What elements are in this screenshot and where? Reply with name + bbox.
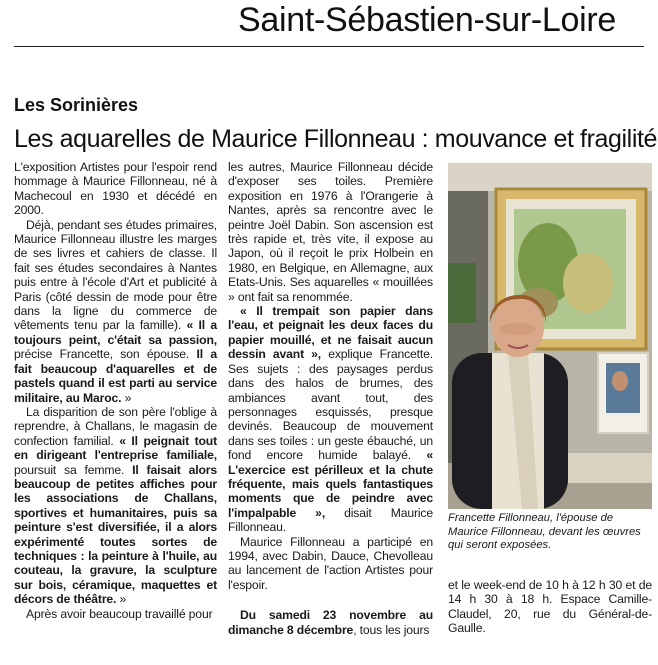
paragraph: La disparition de son père l'oblige à reprendre, à Challans, le magasin de confection familial. « Il peignait tout en dirigeant l'entreprise familiale, poursuit sa femme. Il faisait alors beaucoup de petites affiches pour les associations de Challans, sportives et humanitaires, puis sa peinture s'est diversifiée, il a alors expérimenté toutes sortes de techniques : la peinture à l'huile, au couteau, la gravure, la sculpture sur bois, céramique, maquettes et décors de théâtre. » <box>14 404 217 607</box>
paragraph: L'exposition Artistes pour l'espoir rend hommage à Maurice Fillonneau, né à Machecoul en 1930 et décédé en 2000. <box>14 160 217 218</box>
paragraph: Maurice Fillonneau a participé en 1994, avec Dabin, Dauce, Chevolleau au lancement de l'action Artistes pour l'espoir. <box>228 534 433 592</box>
paragraph: Déjà, pendant ses études primaires, Maurice Fillonneau illustre les marges de ses livres et cahiers de classe. Il fait ses études secondaires à Nantes puis entre à l'école d'Art et publicité à Paris (côté dessin de mode pour être dans la ligne du commerce de vêtements tenu par la famille). « Il a toujours peint, c'était sa passion, précise Francette, son épouse. Il a fait beaucoup d'aquarelles et de pastels quand il est parti au service militaire, au Maroc. » <box>14 217 217 405</box>
section-heading: Les Sorinières <box>14 95 139 115</box>
article-headline: Les aquarelles de Maurice Fillonneau : mouvance et fragilité <box>14 125 658 153</box>
masthead-rule <box>14 46 644 47</box>
paragraph: « Il trempait son papier dans l'eau, et peignait les deux faces du papier mouillé, et ne faisait aucun dessin avant », explique Francette. Ses sujets : des paysages perdus dans des halos de brumes, des ambiances avant tout, des personnages esquissés, presque devinés. Beaucoup de mouvement dans ses toiles : un geste ébauché, un fond encore humide balayé. « L'exercice est périlleux et la chute fréquente, mais quels fantastiques moments que de peindre avec l'impalpable », disait Maurice Fillonneau. <box>228 304 433 535</box>
masthead-title: Saint-Sébastien-sur-Loire <box>237 1 616 39</box>
article-column-1 <box>14 160 217 621</box>
photo-caption: Francette Fillonneau, l'épouse de Maurice Fillonneau, devant les œuvres qui seront exposées. <box>448 512 641 552</box>
paragraph: et le week-end de 10 h à 12 h 30 et de 14 h 30 à 18 h. Espace Camille-Claudel, 20, rue du Général-de-Gaulle. <box>448 578 652 636</box>
article-column-3 <box>448 578 652 636</box>
paragraph: les autres, Maurice Fillonneau décide d'exposer ses toiles. Première exposition en 1976 à l'Orangerie à Nantes, après sa rencontre avec le peintre Joël Dabin. Son ascension est très rapide et, très vite, il expose au Japon, où il reçoit le prix Holbein en 1980, en Belgique, en Allemagne, aux Etats-Unis. Ses aquarelles « mouillées » ont fait sa renommée. <box>228 160 433 304</box>
masthead <box>0 0 658 48</box>
event-dates: Du samedi 23 novembre au dimanche 8 décembre, tous les jours <box>228 608 433 637</box>
paragraph: Après avoir beaucoup travaillé pour <box>26 606 213 621</box>
article-photo <box>448 163 652 509</box>
article-column-2 <box>228 160 433 637</box>
